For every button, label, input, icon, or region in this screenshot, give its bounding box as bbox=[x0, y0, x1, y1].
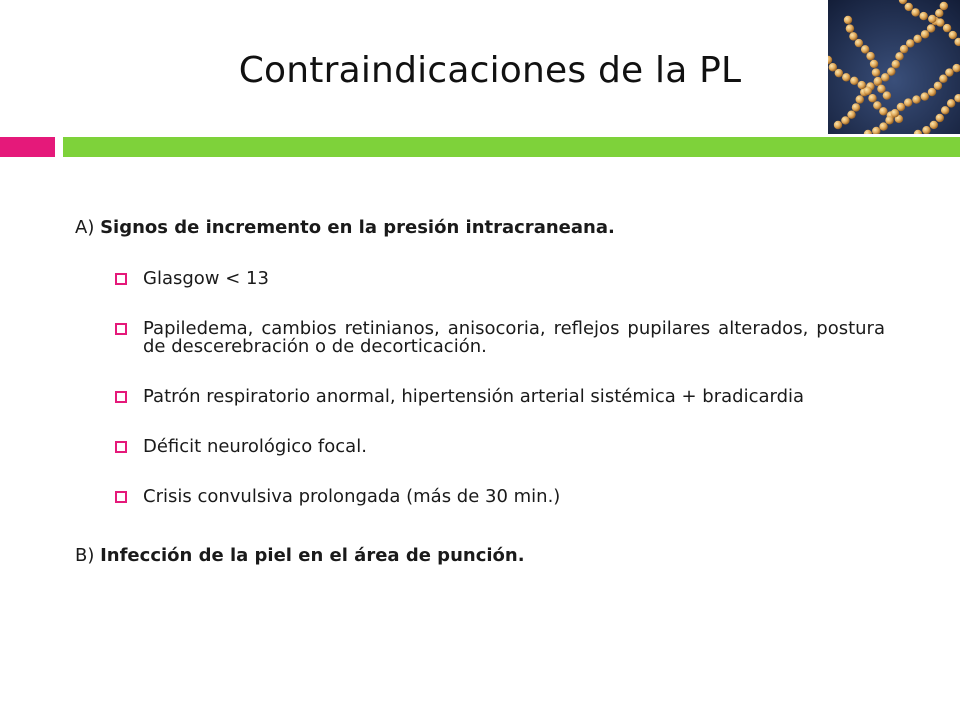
section-a-title: Signos de incremento en la presión intracraneana. bbox=[100, 217, 615, 238]
square-bullet-icon bbox=[115, 491, 127, 503]
list-item bbox=[75, 438, 885, 456]
list-item bbox=[75, 488, 885, 506]
list-item-text: Crisis convulsiva prolongada (más de 30 min.) bbox=[143, 486, 561, 507]
square-bullet-icon bbox=[115, 273, 127, 285]
section-a-list bbox=[75, 270, 885, 506]
list-item bbox=[75, 388, 885, 406]
list-item-text: Glasgow < 13 bbox=[143, 268, 269, 289]
slide-title: Contraindicaciones de la PL bbox=[238, 50, 742, 91]
section-a-heading bbox=[75, 215, 885, 241]
square-bullet-icon bbox=[115, 441, 127, 453]
pink-accent-bar bbox=[0, 137, 55, 157]
list-item bbox=[75, 270, 885, 288]
green-accent-bar bbox=[63, 137, 960, 157]
section-b-prefix: B) bbox=[75, 545, 101, 566]
list-item bbox=[75, 320, 885, 356]
square-bullet-icon bbox=[115, 391, 127, 403]
slide-body bbox=[75, 215, 885, 569]
section-b-title: Infección de la piel en el área de punción. bbox=[100, 545, 525, 566]
list-item-text: Patrón respiratorio anormal, hipertensión arterial sistémica + bradicardia bbox=[143, 386, 805, 407]
square-bullet-icon bbox=[115, 323, 127, 335]
section-b-heading bbox=[75, 543, 885, 569]
list-item-text: Déficit neurológico focal. bbox=[143, 436, 367, 457]
section-a-prefix: A) bbox=[75, 217, 101, 238]
list-item-text: Papiledema, cambios retinianos, anisocoria, reflejos pupilares alterados, postura de descerebración o de decorticación. bbox=[143, 318, 885, 357]
bacteria-image bbox=[828, 0, 960, 134]
